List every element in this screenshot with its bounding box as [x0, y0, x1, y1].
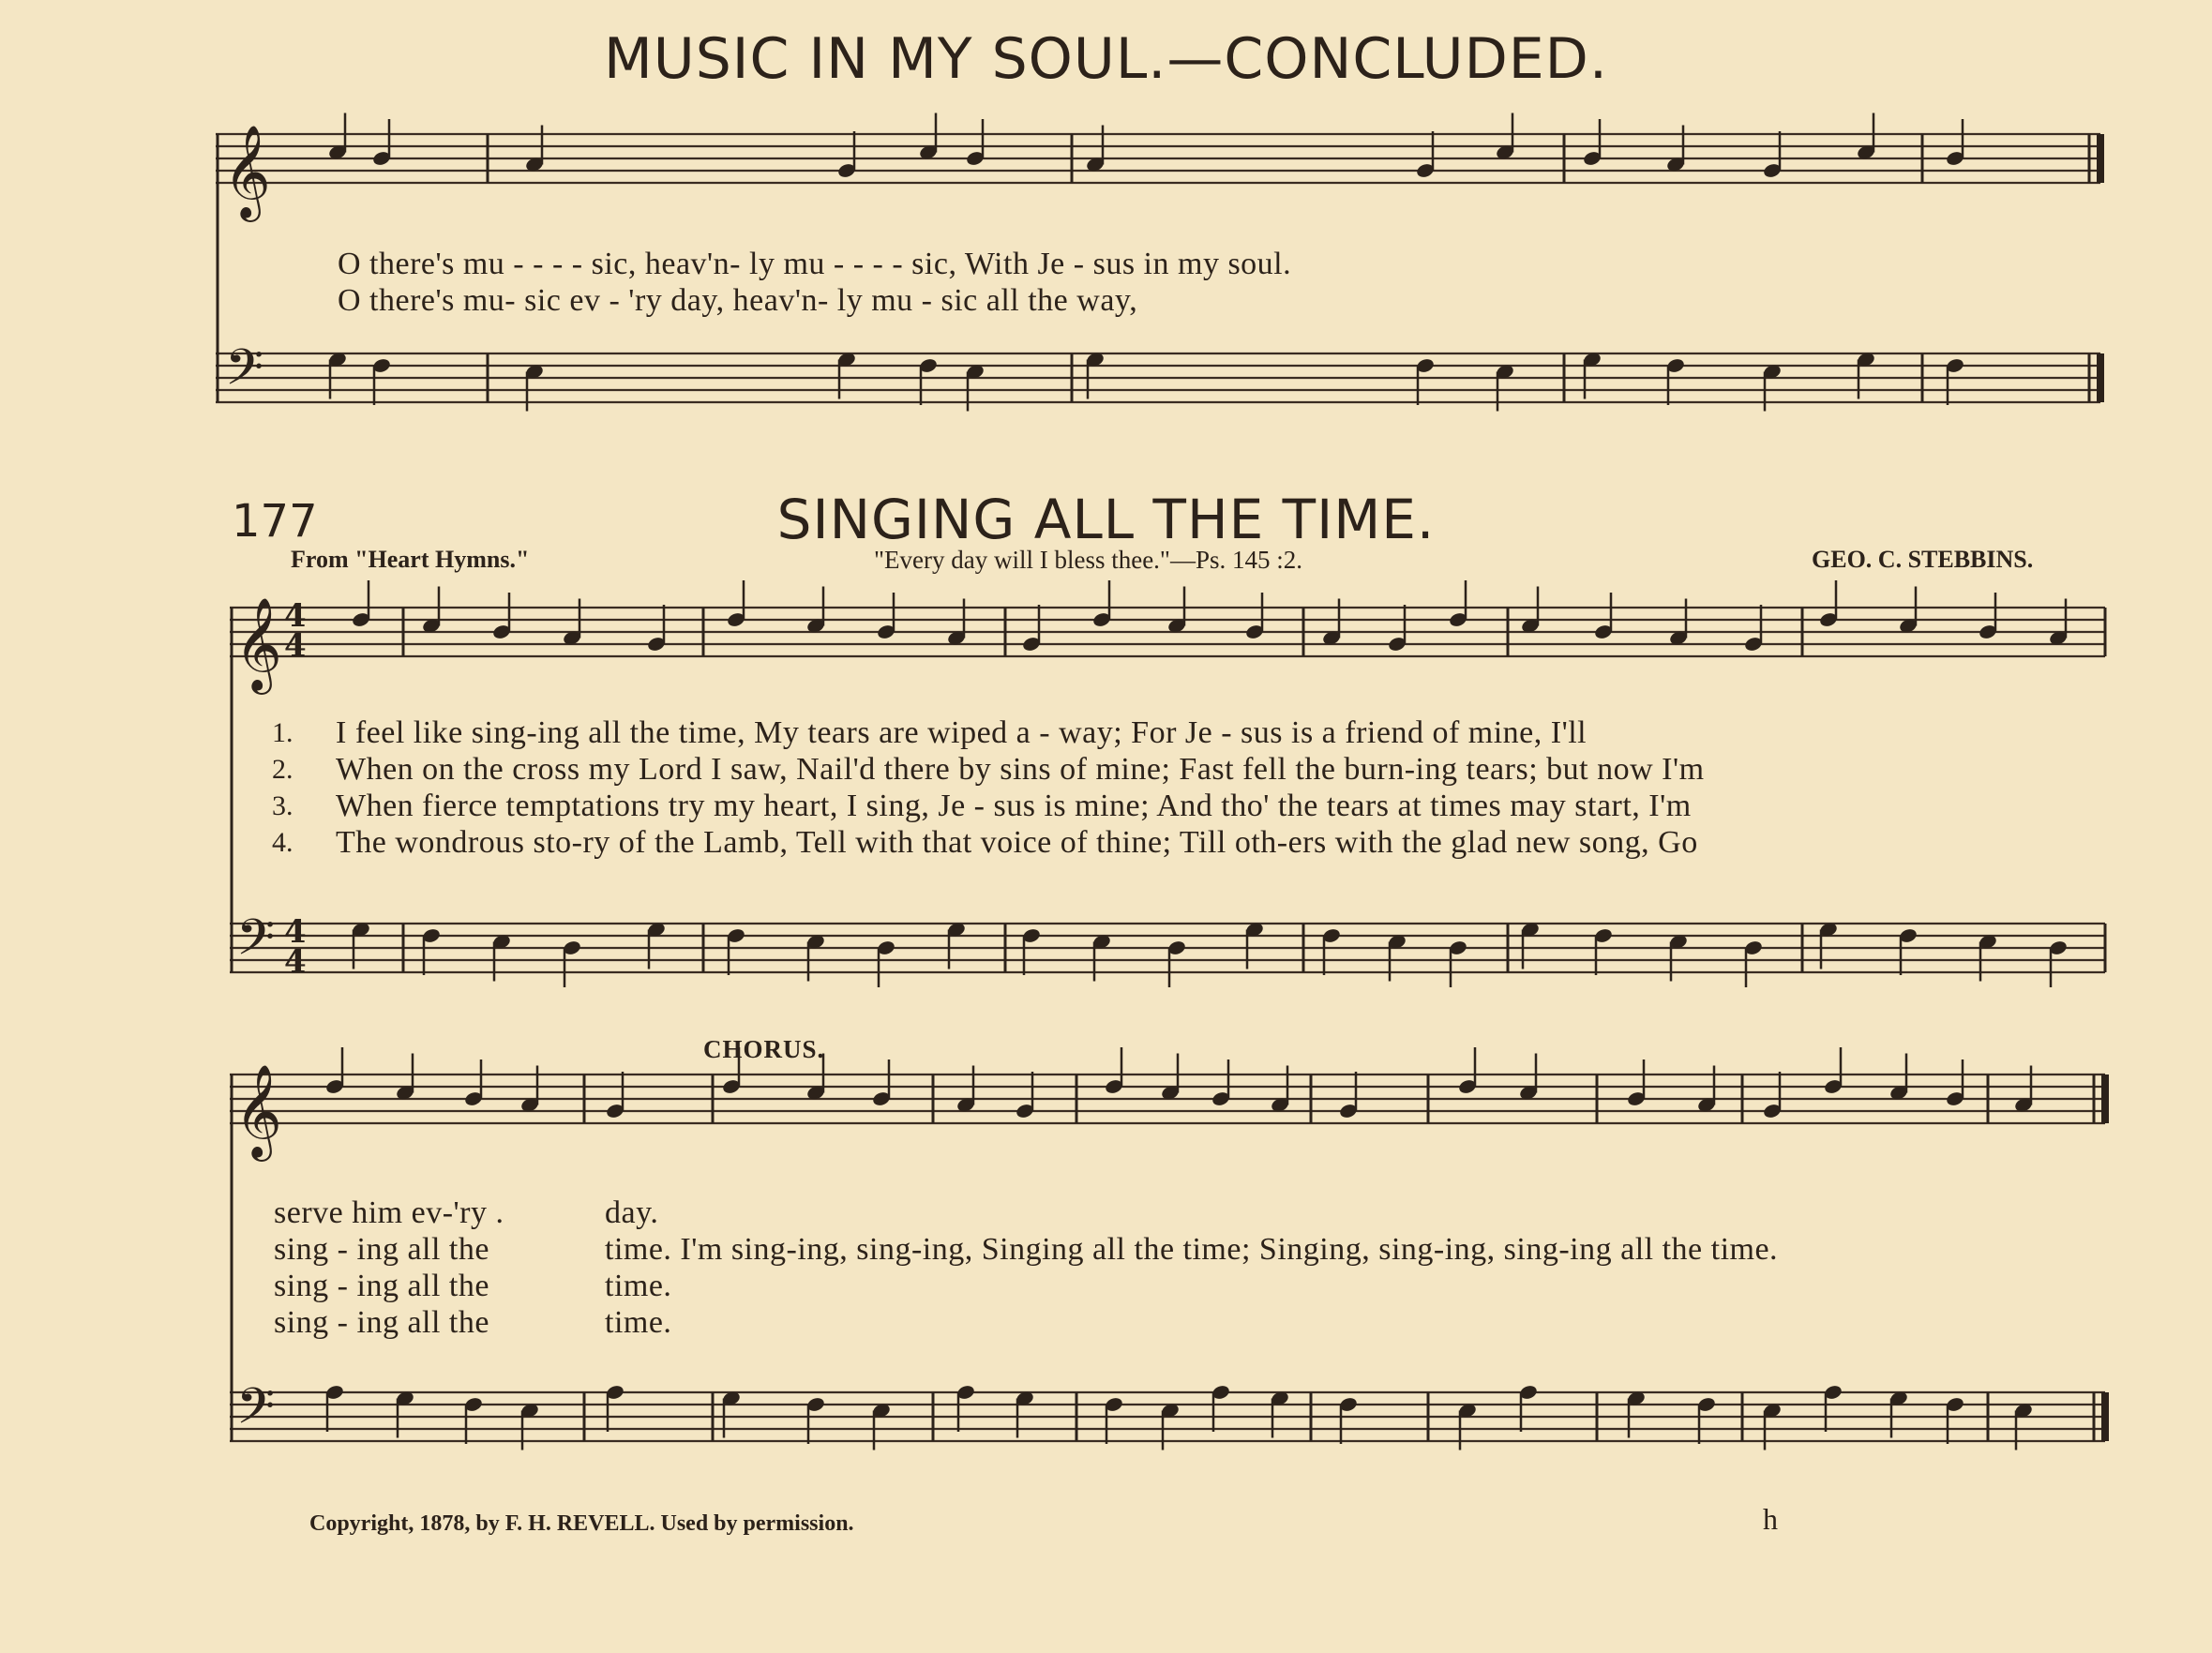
top-lyric-line-1: O there's mu - - - - sic, heav'n- ly mu - - - - sic, With Je - sus in my soul.: [338, 247, 1292, 281]
time-signature: 4: [284, 597, 307, 635]
top-lyric-line-2: O there's mu- sic ev - 'ry day, heav'n- ly mu - sic all the way,: [338, 283, 1138, 318]
time-signature: 4: [284, 627, 307, 665]
bottom-lyric-end: time.: [605, 1269, 672, 1303]
verse-text: I feel like sing-ing all the time, My tears are wiped a - way; For Je - sus is a friend of mine, I'll: [336, 715, 1588, 750]
verse-number: 4.: [272, 827, 293, 858]
verse-number: 3.: [272, 790, 293, 821]
bass-staff: [216, 353, 2100, 402]
treble-clef: 𝄞: [234, 597, 282, 691]
bottom-lyric-end: time. I'm sing-ing, sing-ing, Singing all the time; Singing, sing-ing, sing-ing all the time.: [605, 1232, 1779, 1267]
composer: GEO. C. STEBBINS.: [1812, 546, 2034, 573]
verse-text: When on the cross my Lord I saw, Nail'd there by sins of mine; Fast fell the burn-ing tears; but now I'm: [336, 752, 1705, 787]
bottom-lyric-end: day.: [605, 1195, 659, 1230]
bass-clef: 𝄢: [225, 339, 264, 409]
time-signature: 4: [284, 943, 307, 981]
chorus-label: CHORUS.: [703, 1035, 825, 1063]
treble-clef: 𝄞: [223, 125, 271, 218]
bottom-lyric-start: sing - ing all the: [274, 1305, 489, 1340]
verse-number: 1.: [272, 717, 293, 748]
treble-clef: 𝄞: [234, 1064, 282, 1158]
bass-clef: 𝄢: [236, 1378, 276, 1448]
scripture-reference: "Every day will I bless thee."—Ps. 145 :2.: [874, 546, 1302, 574]
copyright-notice: Copyright, 1878, by F. H. REVELL. Used by permission.: [309, 1511, 854, 1536]
bottom-lyric-start: sing - ing all the: [274, 1232, 489, 1267]
verse-text: When fierce temptations try my heart, I sing, Je - sus is mine; And tho' the tears at times may start, I'm: [336, 789, 1692, 823]
continued-hymn-title: MUSIC IN MY SOUL.—CONCLUDED.: [604, 26, 1608, 92]
verse-text: The wondrous sto-ry of the Lamb, Tell with that voice of thine; Till oth-ers with the glad new song, Go: [336, 825, 1698, 860]
hymn-source: From "Heart Hymns.": [291, 546, 530, 573]
page-mark: h: [1763, 1502, 1778, 1536]
bottom-lyric-start: sing - ing all the: [274, 1269, 489, 1303]
treble-staff: [216, 134, 2100, 183]
hymn-number: 177: [232, 495, 318, 548]
treble-staff: [230, 608, 2105, 656]
bottom-lyric-end: time.: [605, 1305, 672, 1340]
verse-number: 2.: [272, 754, 293, 785]
hymn-title: SINGING ALL THE TIME.: [776, 488, 1436, 551]
bottom-lyric-start: serve him ev-'ry .: [274, 1195, 504, 1230]
time-signature: 4: [284, 913, 307, 951]
bass-clef: 𝄢: [236, 909, 276, 979]
